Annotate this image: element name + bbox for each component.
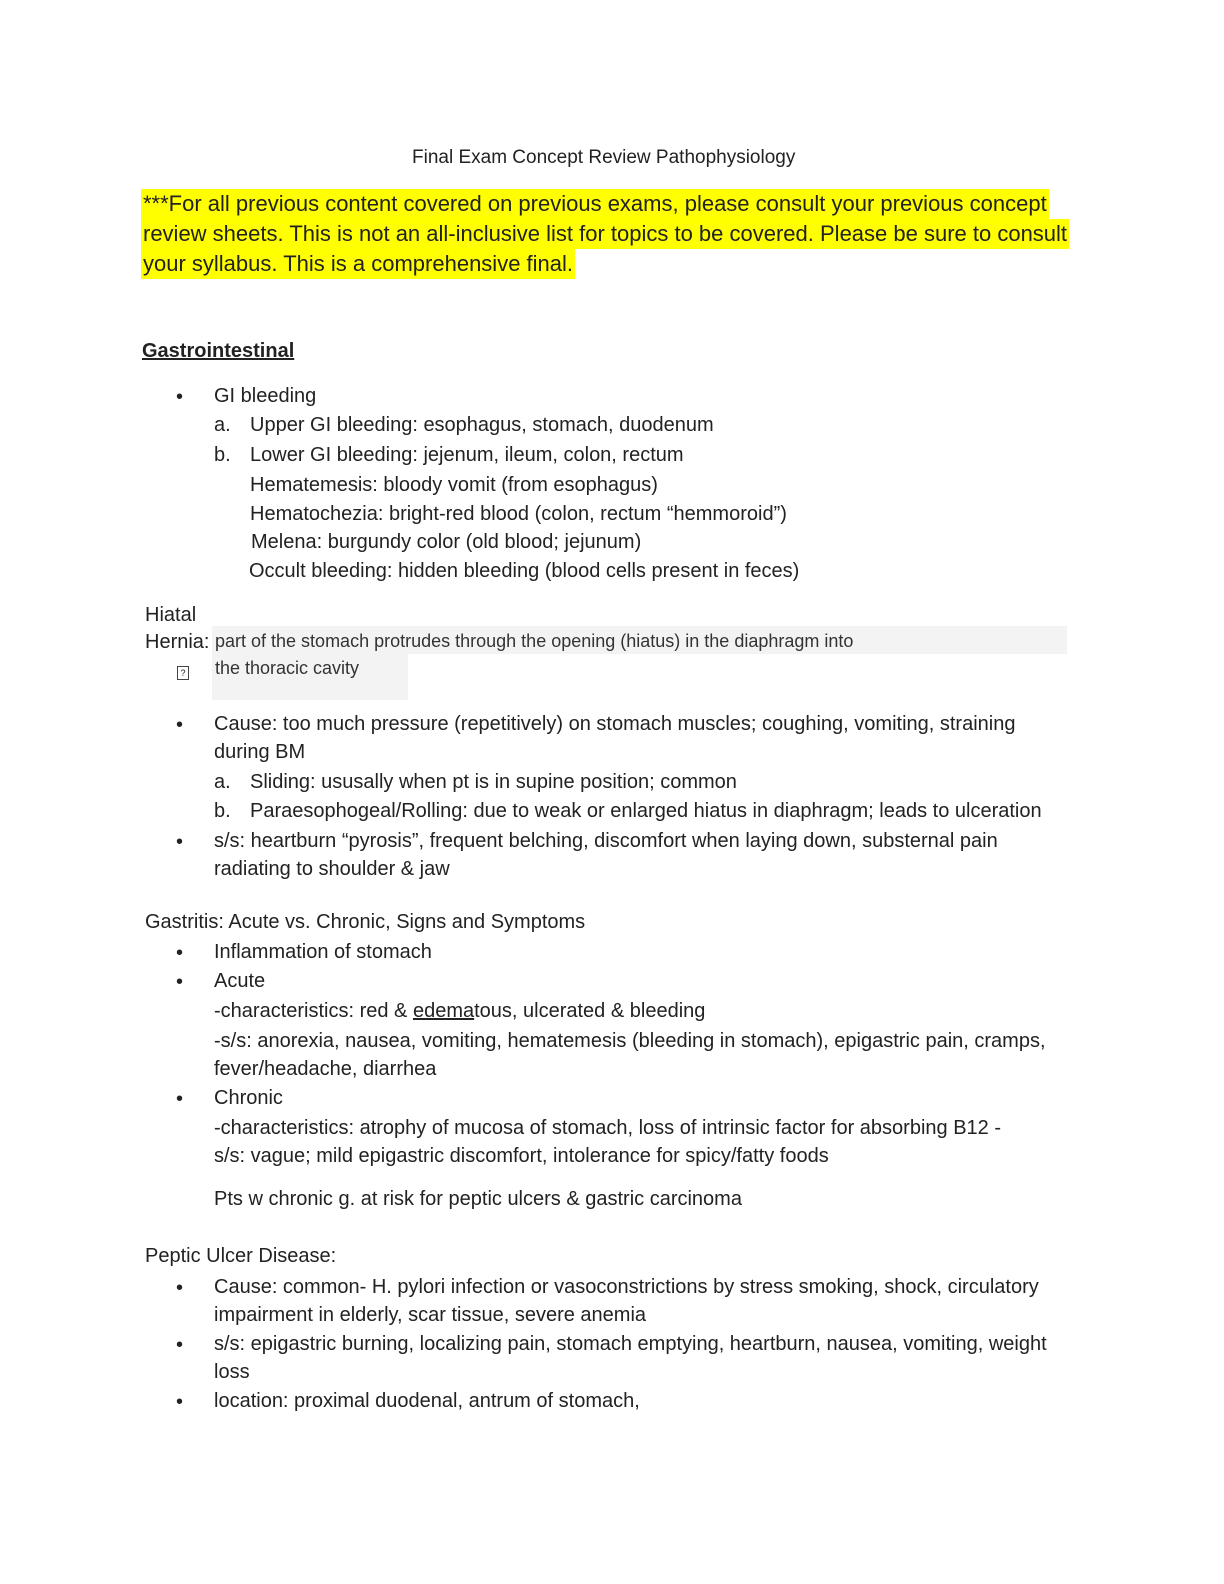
- gastritis-chronic: Chronic: [214, 1087, 283, 1109]
- melena-line: Melena: burgundy color (old blood; jejunum): [251, 531, 642, 553]
- hiatal-ss-line-1: s/s: heartburn “pyrosis”, frequent belching, discomfort when laying down, substernal pain: [214, 830, 998, 852]
- list-marker: a.: [214, 414, 231, 436]
- gastritis-heading: Gastritis: Acute vs. Chronic, Signs and Symptoms: [145, 911, 586, 933]
- acute-ss-line-2: fever/headache, diarrhea: [214, 1058, 437, 1080]
- notice-line-1: ***For all previous content covered on previous exams, please consult your previous concept: [141, 189, 1049, 219]
- bullet-icon: •: [176, 714, 184, 736]
- notice-line-3: your syllabus. This is a comprehensive final.: [141, 249, 575, 279]
- hernia-label: Hernia:: [145, 631, 210, 653]
- acute-char-post: tous, ulcerated & bleeding: [474, 1000, 706, 1022]
- bullet-icon: •: [176, 971, 184, 993]
- hematochezia-line: Hematochezia: bright-red blood (colon, rectum “hemmoroid”): [250, 503, 787, 525]
- bullet-icon: •: [176, 1277, 184, 1299]
- hiatal-label: Hiatal: [145, 604, 197, 626]
- list-marker: b.: [214, 800, 231, 822]
- chronic-risk: Pts w chronic g. at risk for peptic ulcers & gastric carcinoma: [214, 1188, 742, 1210]
- acute-ss-line-1: -s/s: anorexia, nausea, vomiting, hematemesis (bleeding in stomach), epigastric pain, cramps,: [214, 1030, 1046, 1052]
- hematemesis-line: Hematemesis: bloody vomit (from esophagus): [250, 474, 658, 496]
- pud-cause-line-2: impairment in elderly, scar tissue, severe anemia: [214, 1304, 647, 1326]
- bullet-icon: •: [176, 1334, 184, 1356]
- hiatal-definition-line-2: the thoracic cavity: [215, 658, 360, 678]
- gastritis-inflammation: Inflammation of stomach: [214, 941, 432, 963]
- hiatal-definition-line-1: part of the stomach protrudes through the opening (hiatus) in the diaphragm into: [215, 631, 854, 651]
- section-heading-gastrointestinal: Gastrointestinal: [142, 340, 295, 362]
- pud-cause-line-1: Cause: common- H. pylori infection or vasoconstrictions by stress smoking, shock, circulatory: [214, 1276, 1039, 1298]
- page-title: Final Exam Concept Review Pathophysiology: [412, 147, 796, 168]
- upper-gi-item: Upper GI bleeding: esophagus, stomach, duodenum: [250, 414, 714, 436]
- chronic-characteristics: -characteristics: atrophy of mucosa of stomach, loss of intrinsic factor for absorbing B12 -: [214, 1117, 1001, 1139]
- gi-bleeding-item: GI bleeding: [214, 385, 317, 407]
- lower-gi-item: Lower GI bleeding: jejenum, ileum, colon, rectum: [250, 444, 684, 466]
- notice-line-2: review sheets. This is not an all-inclusive list for topics to be covered. Please be sure to consult: [141, 219, 1069, 249]
- acute-char-pre: -characteristics: red &: [214, 1000, 413, 1022]
- hiatal-cause-line-2: during BM: [214, 741, 306, 763]
- list-marker: b.: [214, 444, 231, 466]
- paraesophageal-item: Paraesophogeal/Rolling: due to weak or enlarged hiatus in diaphragm; leads to ulceration: [250, 800, 1042, 822]
- list-marker: a.: [214, 771, 231, 793]
- pud-heading: Peptic Ulcer Disease:: [145, 1245, 337, 1267]
- pud-location: location: proximal duodenal, antrum of stomach,: [214, 1390, 640, 1412]
- gastritis-acute: Acute: [214, 970, 266, 992]
- acute-char-underlined: edema: [412, 1000, 475, 1022]
- occult-line: Occult bleeding: hidden bleeding (blood cells present in feces): [249, 560, 800, 582]
- acute-characteristics: [214, 998, 705, 1024]
- bullet-icon: •: [176, 1088, 184, 1110]
- bullet-icon: •: [176, 1391, 184, 1413]
- chronic-ss: s/s: vague; mild epigastric discomfort, intolerance for spicy/fatty foods: [214, 1145, 829, 1167]
- pud-ss-line-1: s/s: epigastric burning, localizing pain, stomach emptying, heartburn, nausea, vomiting, weight: [214, 1333, 1047, 1355]
- missing-glyph-icon: ?: [177, 666, 189, 680]
- hiatal-cause-line-1: Cause: too much pressure (repetitively) on stomach muscles; coughing, vomiting, straining: [214, 713, 1016, 735]
- bullet-icon: •: [176, 831, 184, 853]
- pud-ss-line-2: loss: [214, 1361, 250, 1383]
- sliding-item: Sliding: ususally when pt is in supine position; common: [250, 771, 737, 793]
- hiatal-ss-line-2: radiating to shoulder & jaw: [214, 858, 450, 880]
- bullet-icon: •: [176, 942, 184, 964]
- bullet-icon: •: [176, 386, 184, 408]
